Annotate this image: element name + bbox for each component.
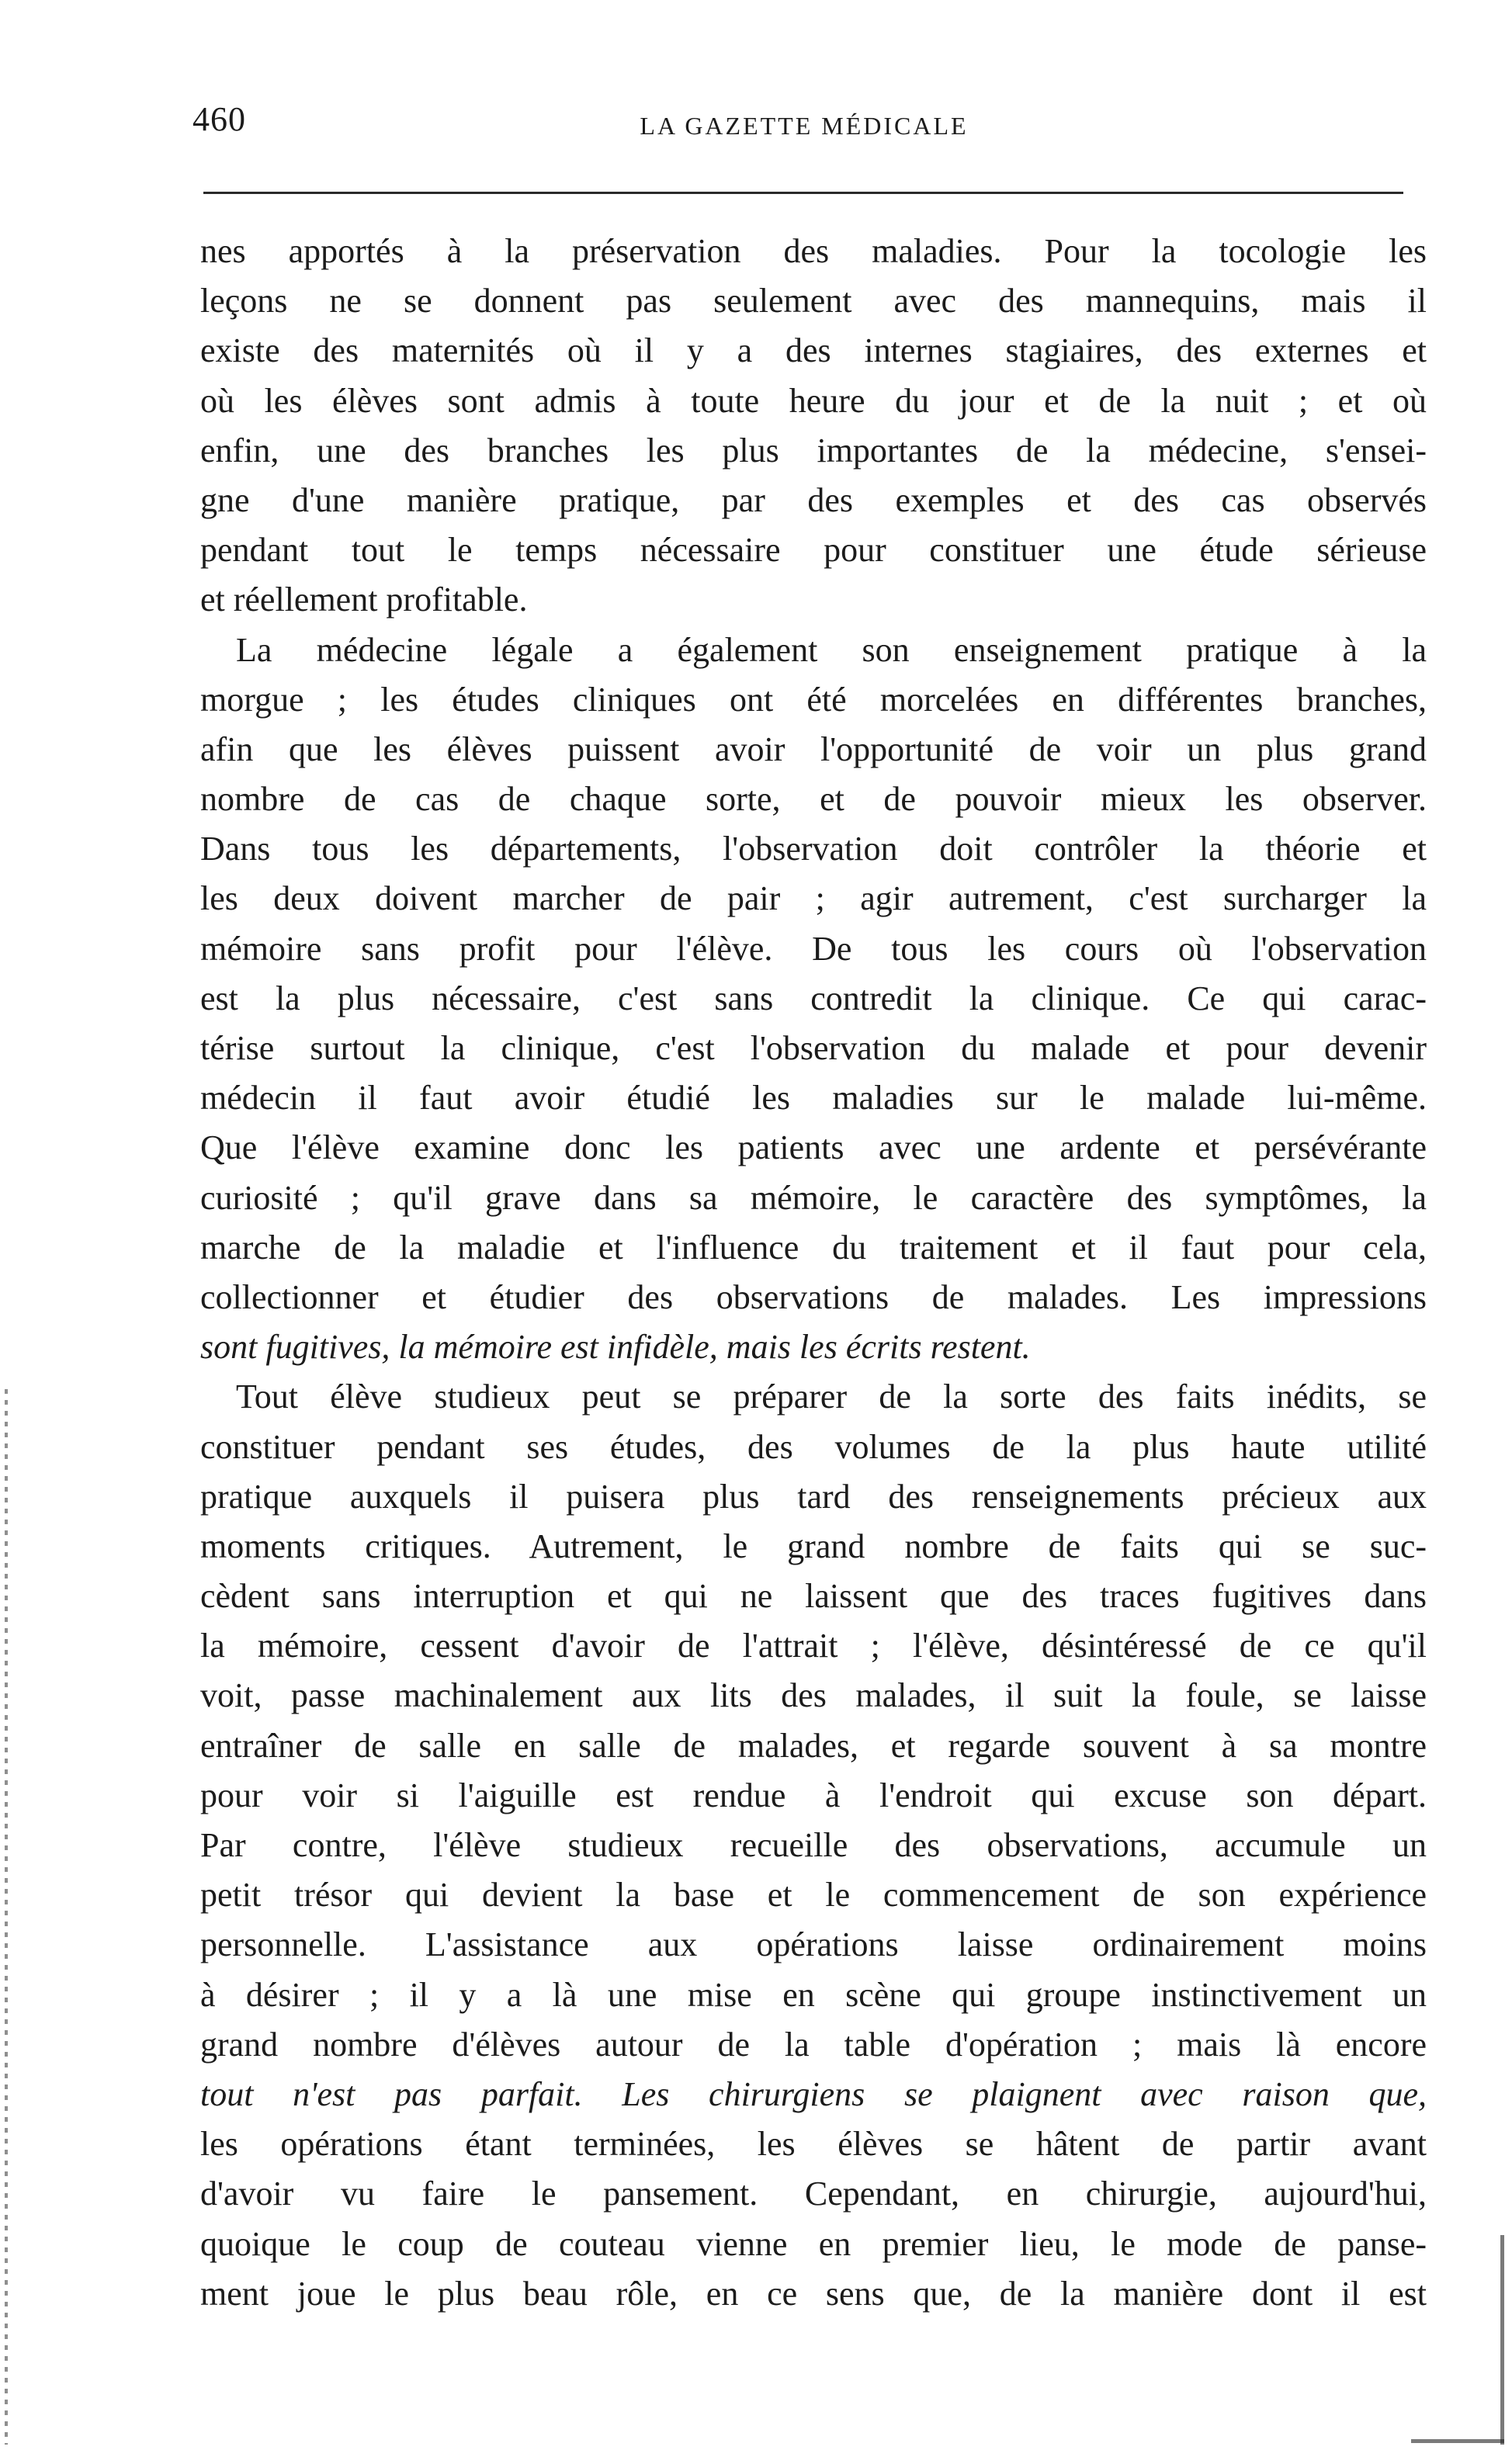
text-line: pendant tout le temps nécessaire pour constituer une étude sérieuse bbox=[200, 531, 1427, 570]
text-line: Par contre, l'élève studieux recueille des observations, accumule un bbox=[200, 1826, 1427, 1864]
text-line: les deux doivent marcher de pair ; agir autrement, c'est surcharger la bbox=[200, 879, 1427, 918]
text-line: nes apportés à la préservation des maladies. Pour la tocologie les bbox=[200, 232, 1427, 270]
text-line: nombre de cas de chaque sorte, et de pouvoir mieux les observer. bbox=[200, 780, 1427, 819]
text-line: ment joue le plus beau rôle, en ce sens que, de la manière dont il est bbox=[200, 2274, 1427, 2313]
text-line: quoique le coup de couteau vienne en premier lieu, le mode de panse- bbox=[200, 2224, 1427, 2263]
text-line: La médecine légale a également son enseignement pratique à la bbox=[236, 630, 1427, 669]
text-line: Tout élève studieux peut se préparer de la sorte des faits inédits, se bbox=[236, 1378, 1427, 1416]
text-line: à désirer ; il y a là une mise en scène qui groupe instinctivement un bbox=[200, 1975, 1427, 2014]
text-line: térise surtout la clinique, c'est l'observation du malade et pour devenir bbox=[200, 1029, 1427, 1067]
text-line-italic bbox=[200, 2070, 1427, 2119]
text-line: gne d'une manière pratique, par des exemples et des cas observés bbox=[200, 480, 1427, 519]
text-line: pratique auxquels il puisera plus tard des renseignements précieux aux bbox=[200, 1477, 1427, 1516]
text-line: voit, passe machinalement aux lits des malades, il suit la foule, se laisse bbox=[200, 1676, 1427, 1715]
page-header bbox=[192, 99, 1416, 161]
italic-phrase: tout n'est pas parfait. Les chirurgiens se plaignent avec raison que, bbox=[200, 2074, 1427, 2113]
scan-edge-bottom bbox=[1411, 2439, 1504, 2443]
text-line: existe des maternités où il y a des internes stagiaires, des externes et bbox=[200, 331, 1427, 370]
text-line: mémoire sans profit pour l'élève. De tous les cours où l'observation bbox=[200, 929, 1427, 968]
text-line: pour voir si l'aiguille est rendue à l'endroit qui excuse son départ. bbox=[200, 1776, 1427, 1814]
text-line: grand nombre d'élèves autour de la table d'opération ; mais là encore bbox=[200, 2025, 1427, 2064]
scan-edge-right bbox=[1500, 2235, 1504, 2445]
text-line: petit trésor qui devient la base et le commencement de son expérience bbox=[200, 1876, 1427, 1915]
body-text bbox=[200, 227, 1427, 2319]
text-line: enfin, une des branches les plus importantes de la médecine, s'ensei- bbox=[200, 431, 1427, 470]
text-line: d'avoir vu faire le pansement. Cependant, en chirurgie, aujourd'hui, bbox=[200, 2175, 1427, 2213]
text-line: les opérations étant terminées, les élèves se hâtent de partir avant bbox=[200, 2125, 1427, 2164]
text-line: constituer pendant ses études, des volumes de la plus haute utilité bbox=[200, 1427, 1427, 1466]
text-line: est la plus nécessaire, c'est sans contredit la clinique. Ce qui carac- bbox=[200, 979, 1427, 1017]
text-line: et réellement profitable. bbox=[200, 580, 528, 619]
text-line: Que l'élève examine donc les patients avec une ardente et persévérante bbox=[200, 1128, 1427, 1167]
text-line: afin que les élèves puissent avoir l'opportunité de voir un plus grand bbox=[200, 729, 1427, 768]
text-line: entraîner de salle en salle de malades, et regarde souvent à sa montre bbox=[200, 1726, 1427, 1765]
running-title: LA GAZETTE MÉDICALE bbox=[640, 112, 969, 140]
text-line: leçons ne se donnent pas seulement avec des mannequins, mais il bbox=[200, 282, 1427, 321]
text-line: médecin il faut avoir étudié les maladies sur le malade lui-même. bbox=[200, 1079, 1427, 1118]
text-line: Dans tous les départements, l'observation doit contrôler la théorie et bbox=[200, 830, 1427, 868]
scan-edge-left bbox=[5, 1389, 8, 2445]
text-line: moments critiques. Autrement, le grand nombre de faits qui se suc- bbox=[200, 1527, 1427, 1565]
text-line-italic bbox=[200, 1322, 1427, 1372]
text-line: curiosité ; qu'il grave dans sa mémoire, le caractère des symptômes, la bbox=[200, 1178, 1427, 1217]
header-rule bbox=[203, 192, 1403, 194]
italic-quote: sont fugitives, la mémoire est infidèle, mais les écrits restent. bbox=[200, 1328, 1031, 1367]
text-line: la mémoire, cessent d'avoir de l'attrait ; l'élève, désintéressé de ce qu'il bbox=[200, 1627, 1427, 1665]
text-line: collectionner et étudier des observations de malades. Les impressions bbox=[200, 1277, 1427, 1316]
text-line: où les élèves sont admis à toute heure du jour et de la nuit ; et où bbox=[200, 381, 1427, 420]
text-line: cèdent sans interruption et qui ne laissent que des traces fugitives dans bbox=[200, 1577, 1427, 1616]
text-line: morgue ; les études cliniques ont été morcelées en différentes branches, bbox=[200, 680, 1427, 719]
text-line: marche de la maladie et l'influence du traitement et il faut pour cela, bbox=[200, 1228, 1427, 1267]
text-line: personnelle. L'assistance aux opérations laisse ordinairement moins bbox=[200, 1925, 1427, 1964]
page-number: 460 bbox=[192, 100, 246, 138]
